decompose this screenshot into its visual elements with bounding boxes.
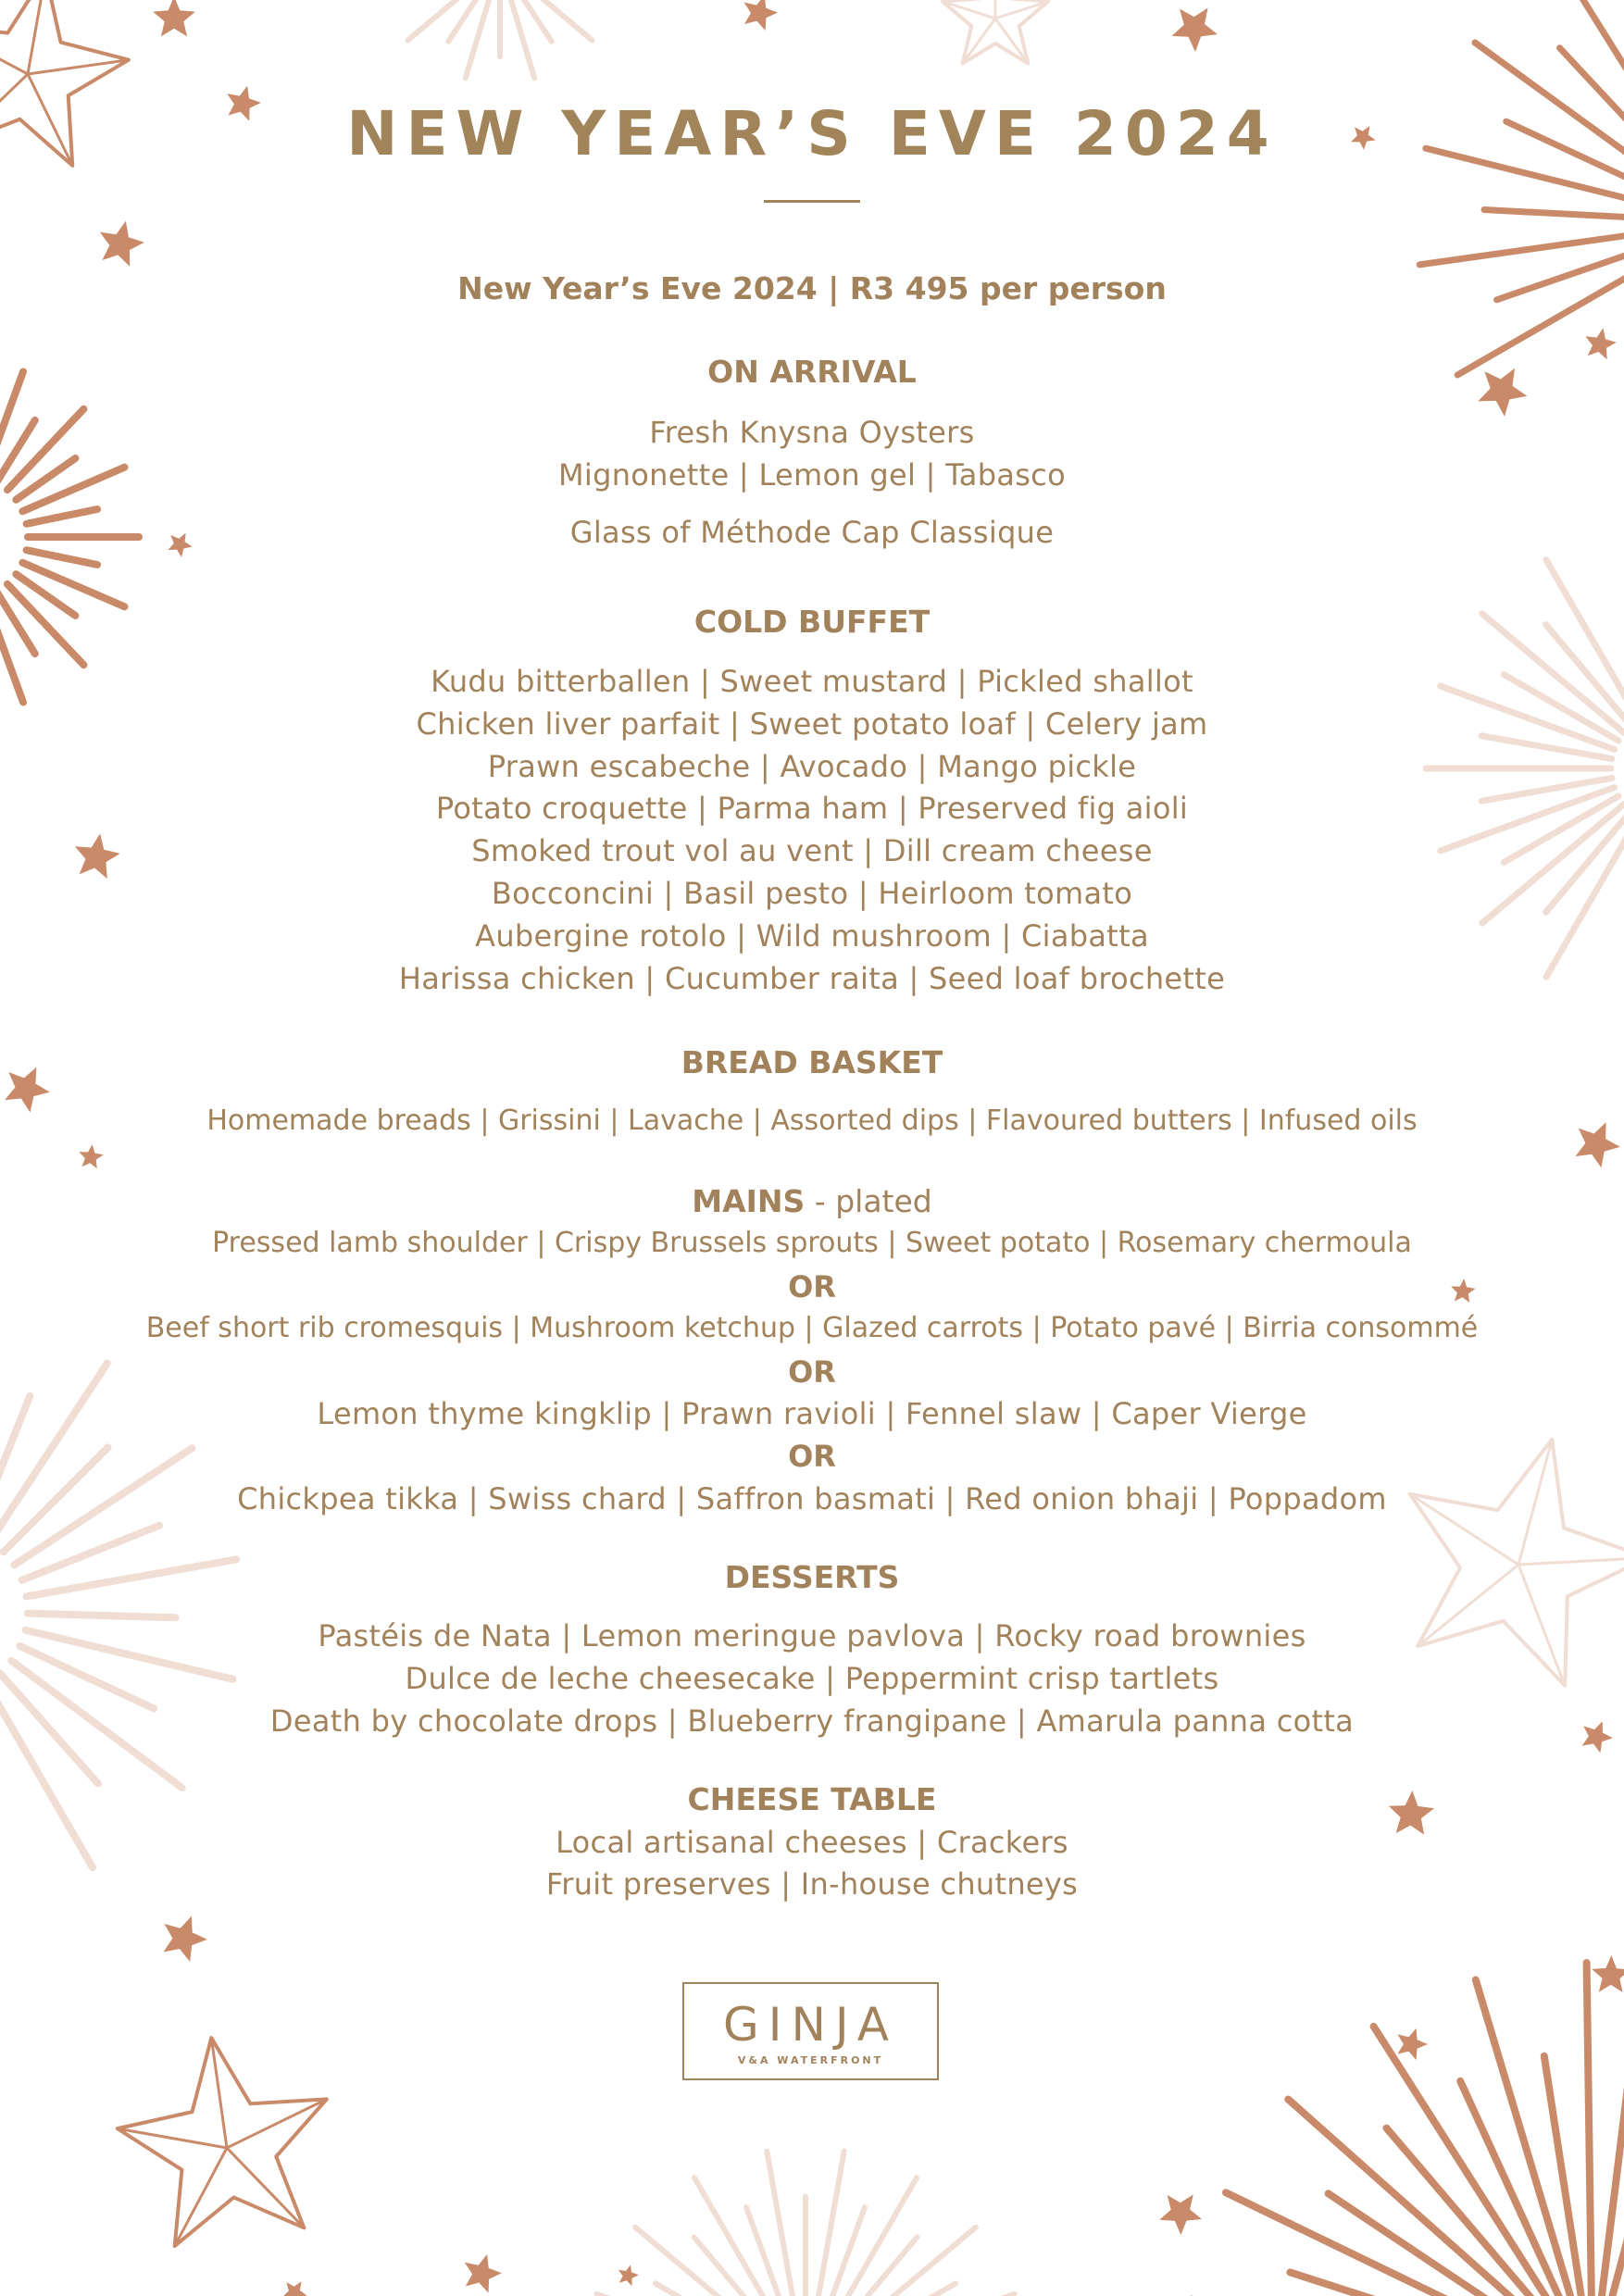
or-separator: OR <box>788 1439 836 1474</box>
menu-item: Aubergine rotolo | Wild mushroom | Ciabatta <box>475 918 1149 954</box>
on-arrival-heading: ON ARRIVAL <box>707 354 917 390</box>
star-icon <box>279 2275 312 2296</box>
or-separator: OR <box>788 1354 836 1390</box>
menu-item: Homemade breads | Grissini | Lavache | Assorted dips | Flavoured butters | Infused oils <box>206 1104 1418 1137</box>
star-icon <box>156 1908 213 1965</box>
logo-wordmark: GINJA <box>723 1998 898 2052</box>
menu-item: Smoked trout vol au vent | Dill cream cheese <box>471 833 1153 868</box>
star-icon <box>77 1142 104 1168</box>
menu-item: Death by chocolate drops | Blueberry frangipane | Amarula panna cotta <box>269 1703 1355 1739</box>
menu-item: Pastéis de Nata | Lemon meringue pavlova | Rocky road brownies <box>318 1618 1306 1653</box>
firework-burst-icon <box>1192 1963 1624 2296</box>
firework-burst-icon <box>407 0 592 78</box>
mains-heading-label: MAINS <box>692 1183 806 1219</box>
menu-item: Mignonette | Lemon gel | Tabasco <box>558 457 1066 493</box>
price-subtitle: New Year’s Eve 2024 | R3 495 per person <box>457 270 1167 306</box>
star-icon <box>94 216 148 268</box>
mains-heading-suffix: - plated <box>805 1183 932 1219</box>
page-title: NEW YEAR’S EVE 2024 <box>346 98 1278 169</box>
menu-item: Fresh Knysna Oysters <box>649 415 975 450</box>
desserts-heading: DESSERTS <box>724 1559 900 1595</box>
outline-star-icon <box>106 2023 344 2252</box>
menu-item: Fruit preserves | In-house chutneys <box>545 1866 1079 1902</box>
main-option: Beef short rib cromesquis | Mushroom ketchup | Glazed carrots | Potato pavé | Birria consommé <box>145 1312 1479 1344</box>
firework-burst-icon <box>1419 0 1624 375</box>
mains-heading <box>0 1183 1624 1219</box>
menu-item: Prawn escabeche | Avocado | Mango pickle <box>487 749 1137 784</box>
star-icon <box>458 2249 506 2295</box>
bread-basket-heading: BREAD BASKET <box>681 1044 943 1080</box>
main-option: Pressed lamb shoulder | Crispy Brussels sprouts | Sweet potato | Rosemary chermoula <box>212 1227 1412 1259</box>
star-icon <box>1592 1955 1624 1993</box>
firework-burst-icon <box>597 2152 1015 2296</box>
star-icon <box>153 0 195 36</box>
menu-item: Kudu bitterballen | Sweet mustard | Pickled shallot <box>431 664 1193 699</box>
ginja-logo <box>682 1982 939 2080</box>
menu-item: Dulce de leche cheesecake | Peppermint crisp tartlets <box>405 1661 1219 1696</box>
or-separator: OR <box>788 1269 836 1304</box>
main-option: Chickpea tikka | Swiss chard | Saffron basmati | Red onion bhaji | Poppadom <box>237 1481 1387 1516</box>
menu-item: Potato croquette | Parma ham | Preserved fig aioli <box>435 791 1189 826</box>
logo-tagline: V&A WATERFRONT <box>737 2054 884 2066</box>
main-option: Lemon thyme kingklip | Prawn ravioli | Fennel slaw | Caper Vierge <box>317 1396 1307 1431</box>
cheese-table-heading: CHEESE TABLE <box>687 1781 937 1817</box>
menu-item: Chicken liver parfait | Sweet potato loaf | Celery jam <box>416 706 1208 742</box>
menu-item: Bocconcini | Basil pesto | Heirloom tomato <box>491 876 1133 911</box>
star-icon <box>1165 0 1227 56</box>
menu-item: Local artisanal cheeses | Crackers <box>556 1825 1068 1860</box>
outline-star-icon <box>943 0 1048 64</box>
menu-item: Harissa chicken | Cucumber raita | Seed loaf brochette <box>398 961 1226 996</box>
menu-item: Glass of Méthode Cap Classique <box>569 515 1055 550</box>
title-divider <box>764 200 860 203</box>
star-icon <box>738 0 781 32</box>
cold-buffet-heading: COLD BUFFET <box>693 604 931 640</box>
star-icon <box>616 2263 641 2288</box>
star-icon <box>1392 2024 1431 2063</box>
star-icon <box>1153 2182 1210 2240</box>
